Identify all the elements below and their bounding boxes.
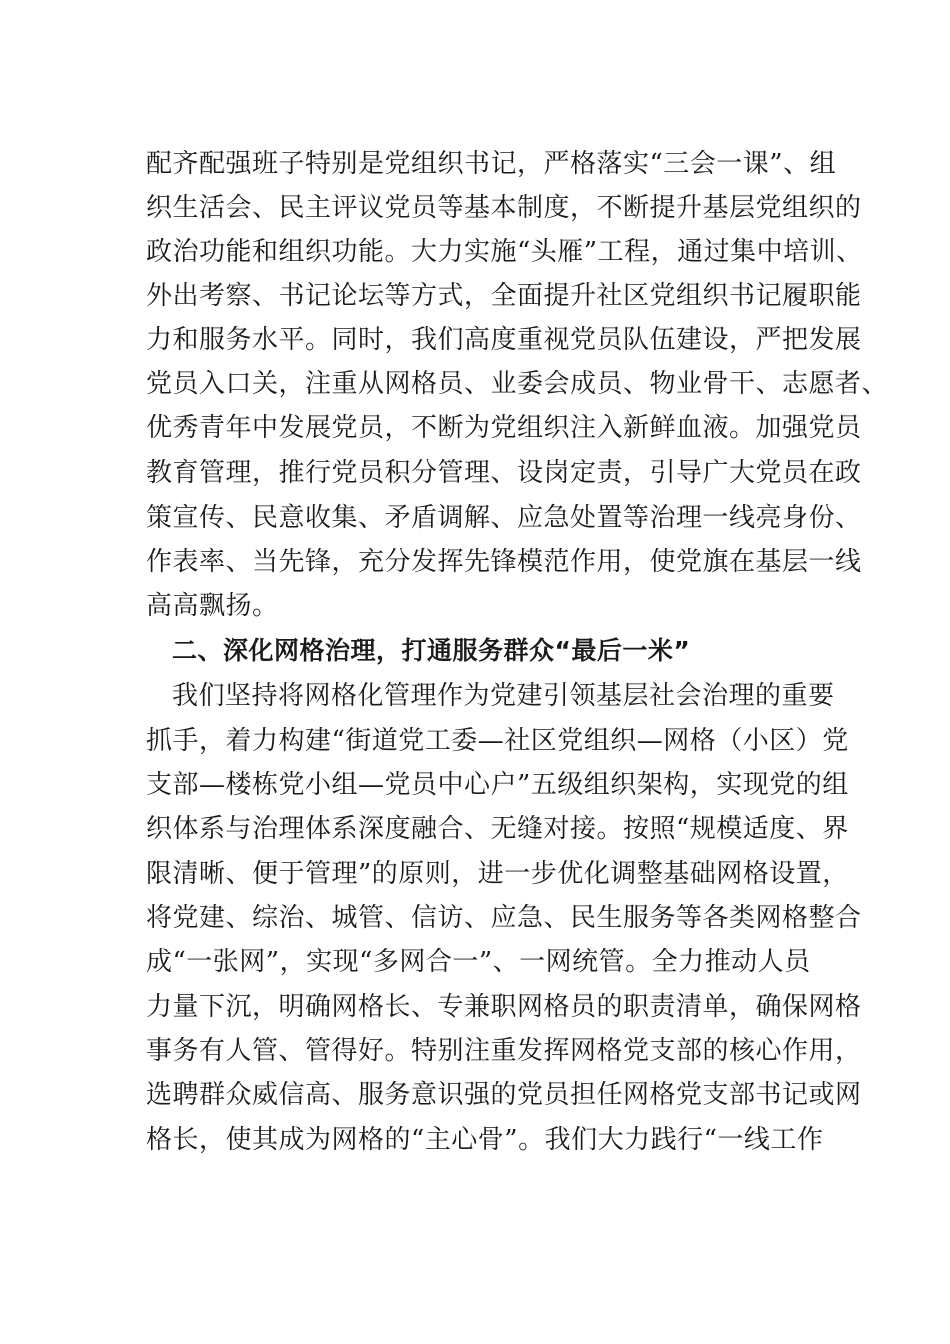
paragraph-line: 织体系与治理体系深度融合、无缝对接。按照“规模适度、界 (146, 814, 849, 844)
paragraph-line: 支部—楼栋党小组—党员中心户”五级组织架构，实现党的组 (146, 770, 849, 800)
paragraph-line: 配齐配强班子特别是党组织书记，严格落实“三会一课”、组 (146, 149, 837, 179)
paragraph-line: 我们坚持将网格化管理作为党建引领基层社会治理的重要 (172, 681, 835, 711)
paragraph-line: 政治功能和组织功能。大力实施“头雁”工程，通过集中培训、 (146, 237, 863, 267)
paragraph-line: 抓手，着力构建“街道党工委—社区党组织—网格（小区）党 (146, 726, 849, 756)
paragraph-line: 作表率、当先锋，充分发挥先锋模范作用，使党旗在基层一线 (146, 547, 862, 577)
paragraph-line: 选聘群众威信高、服务意识强的党员担任网格党支部书记或网 (146, 1080, 862, 1110)
section-heading: 二、深化网格治理，打通服务群众“最后一米” (172, 636, 691, 665)
paragraph-line: 格长，使其成为网格的“主心骨”。我们大力践行“一线工作 (146, 1125, 824, 1155)
paragraph-line: 成“一张网”，实现“多网合一”、一网统管。全力推动人员 (146, 947, 811, 977)
paragraph-line: 党员入口关，注重从网格员、业委会成员、物业骨干、志愿者、 (146, 369, 889, 399)
paragraph-line: 外出考察、书记论坛等方式，全面提升社区党组织书记履职能 (146, 281, 862, 311)
paragraph-line: 高高飘扬。 (146, 591, 279, 621)
paragraph-line: 将党建、综治、城管、信访、应急、民生服务等各类网格整合 (146, 903, 862, 933)
paragraph-line: 织生活会、民主评议党员等基本制度，不断提升基层党组织的 (146, 193, 862, 223)
paragraph-line: 优秀青年中发展党员，不断为党组织注入新鲜血液。加强党员 (146, 413, 862, 443)
paragraph-line: 力量下沉，明确网格长、专兼职网格员的职责清单，确保网格 (146, 992, 862, 1022)
paragraph-line: 策宣传、民意收集、矛盾调解、应急处置等治理一线亮身份、 (146, 503, 862, 533)
paragraph-line: 限清晰、便于管理”的原则，进一步优化调整基础网格设置， (146, 859, 849, 889)
paragraph-line: 事务有人管、管得好。特别注重发挥网格党支部的核心作用， (146, 1036, 862, 1066)
paragraph-line: 力和服务水平。同时，我们高度重视党员队伍建设，严把发展 (146, 325, 862, 355)
paragraph-line: 教育管理，推行党员积分管理、设岗定责，引导广大党员在政 (146, 458, 862, 488)
